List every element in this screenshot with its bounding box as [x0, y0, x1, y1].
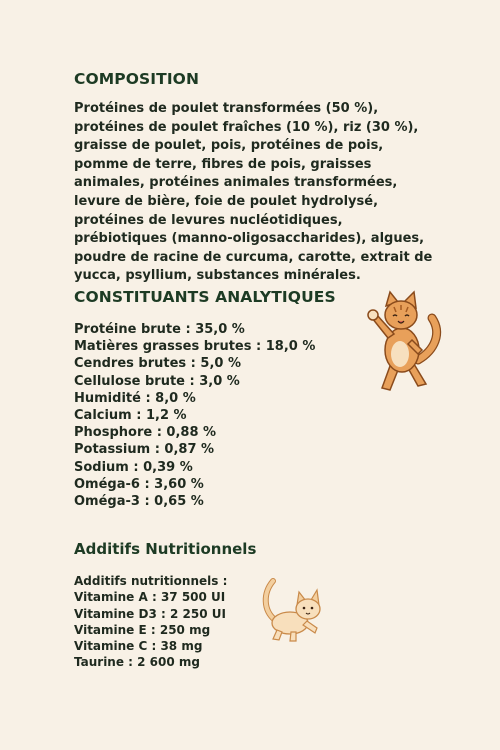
- dancing-cat-icon: [360, 288, 445, 398]
- additives-list: [74, 573, 256, 671]
- playful-cat-icon: [255, 575, 330, 645]
- analytical-item: Phosphore : 0,88 %: [74, 425, 217, 441]
- additives-item: Vitamine E : 250 mg: [74, 622, 211, 637]
- additives-item: Vitamine A : 37 500 UI: [74, 590, 226, 605]
- analytical-item: Cendres brutes : 5,0 %: [74, 356, 241, 372]
- analytical-section: [74, 288, 336, 510]
- analytical-item: Potassium : 0,87 %: [74, 442, 215, 458]
- additives-heading: Additifs Nutritionnels: [74, 540, 257, 558]
- analytical-item: Oméga-3 : 0,65 %: [74, 494, 204, 510]
- analytical-list: [74, 321, 336, 510]
- analytical-item: Matières grasses brutes : 18,0 %: [74, 339, 316, 355]
- composition-section: [74, 70, 434, 286]
- composition-heading: COMPOSITION: [74, 70, 200, 88]
- analytical-item: Sodium : 0,39 %: [74, 459, 193, 475]
- additives-section: [74, 540, 256, 671]
- additives-item: Vitamine D3 : 2 250 UI: [74, 606, 226, 621]
- analytical-item: Oméga-6 : 3,60 %: [74, 476, 204, 492]
- additives-item: Vitamine C : 38 mg: [74, 639, 203, 654]
- additives-item: Taurine : 2 600 mg: [74, 655, 200, 670]
- analytical-item: Cellulose brute : 3,0 %: [74, 373, 240, 389]
- analytical-heading: CONSTITUANTS ANALYTIQUES: [74, 288, 336, 306]
- analytical-item: Protéine brute : 35,0 %: [74, 322, 245, 337]
- analytical-item: Humidité : 8,0 %: [74, 390, 196, 406]
- analytical-item: Calcium : 1,2 %: [74, 408, 187, 424]
- additives-item: Additifs nutritionnels :: [74, 574, 228, 588]
- composition-text: Protéines de poulet transformées (50 %), protéines de poulet fraîches (10 %), riz (30 %), graisse de poulet, pois, protéines de pois, pomme de terre, fibres de pois, graisses animales, protéines animales transformées, levure de bière, foie de poulet hydrolysé, protéines de levures nucléotidiques, prébiotiques (manno-oligosaccharides), algues, poudre de racine de curcuma, carotte, extrait de yucca, psyllium, substances minérales.: [74, 101, 433, 284]
